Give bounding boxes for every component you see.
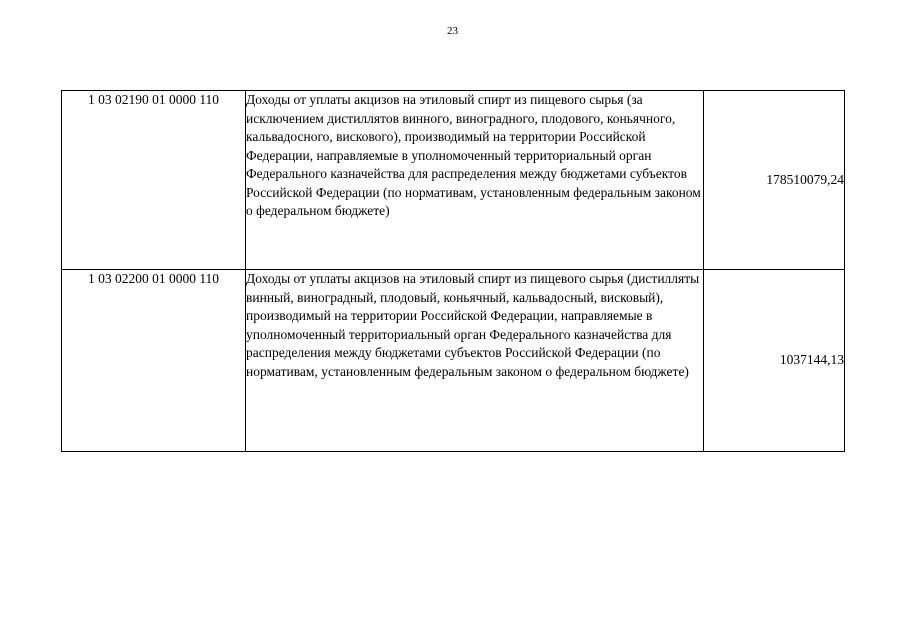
revenue-table	[61, 90, 845, 452]
table-row	[62, 270, 845, 452]
revenue-description: Доходы от уплаты акцизов на этиловый спирт из пищевого сырья (дистилляты винный, виноградный, плодовый, коньячный, кальвадосный, висковый), производимый на территории Российской Федерации, направляемые в уполномоченный территориальный орган Федерального казначейства для распределения между бюджетами субъектов Российской Федерации (по нормативам, установленным федеральным законом о федеральном бюджете)	[246, 270, 704, 452]
budget-classification-code: 1 03 02190 01 0000 110	[62, 91, 246, 270]
page-number: 23	[447, 25, 458, 37]
revenue-amount: 1037144,13	[704, 270, 845, 452]
revenue-description: Доходы от уплаты акцизов на этиловый спирт из пищевого сырья (за исключением дистиллятов винного, виноградного, плодового, коньячного, кальвадосного, вискового), производимый на территории Российской Федерации, направляемые в уполномоченный территориальный орган Федерального казначейства для распределения между бюджетами субъектов Российской Федерации (по нормативам, установленным федеральным законом о федеральном бюджете)	[246, 91, 704, 270]
table-row	[62, 91, 845, 270]
budget-classification-code: 1 03 02200 01 0000 110	[62, 270, 246, 452]
revenue-amount: 178510079,24	[704, 91, 845, 270]
